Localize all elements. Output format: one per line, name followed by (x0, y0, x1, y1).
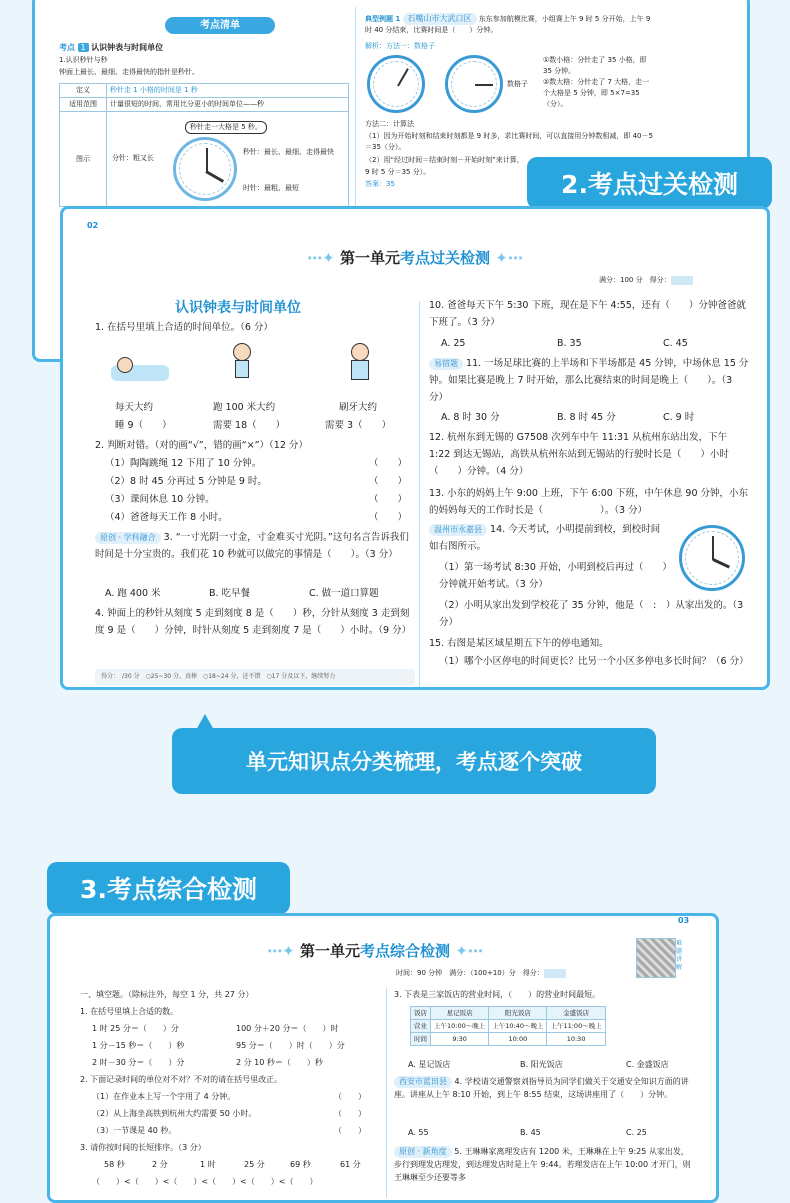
test2-card (47, 913, 719, 1203)
q10: 10. 爸爸每天下午 5:30 下班，现在是下午 4:55，还有（ ）分钟爸爸就下班了。（3 分） (429, 300, 746, 328)
q11-opt-b[interactable]: B. 8 时 45 分 (557, 412, 616, 423)
q3-opt-b[interactable]: B. 吃早餐 (209, 588, 251, 599)
ex-analysis: 解析：方法一：数格子 (365, 42, 435, 50)
t2-q3-v5: 69 秒 (290, 1160, 311, 1169)
banner-comprehensive: 3.考点综合检测 (47, 862, 290, 914)
sec1: 一、填空题。（除标注外，每空 1 分，共 27 分） (80, 990, 254, 999)
q1-item-1: 每天大约 (115, 402, 154, 413)
ex-m2a: （1）因为开始时刻和结束时刻都是 9 时多，求比赛时间，可以直接用分钟数相减，即 40－5＝35（分）。 (365, 132, 653, 151)
clock-end-icon (445, 55, 503, 113)
sub1-desc: 钟面上最长、最细、走得最快的指针是秒针。 (59, 68, 199, 76)
left-heading: 认识钟表与时间单位 (175, 300, 301, 316)
ex-m2c: 9 时 5 分＝35 分）。 (365, 168, 431, 176)
q14b: （2）小明从家出发到学校花了 35 分钟，他是（ : ）从家出发的。（3 分） (439, 600, 744, 628)
q12: 12. 杭州东到无锡的 G7508 次列车中午 11:31 从杭州东站出发，下午 1:22 到达无锡站，高铁从杭州东站到无锡站的行驶时长是（ ）小时（ ）分钟。（4 分） (429, 432, 729, 477)
t2-q1-r3a: 2 时－30 分＝（ ）分 (92, 1058, 185, 1067)
q11-opt-c[interactable]: C. 9 时 (663, 412, 695, 423)
score-bar: 得分： /30 分 ○25~30 分，真棒 ○18~24 分，还不错 ○17 分及以下，继续努力 (95, 669, 415, 685)
page-no-2: 03 (678, 916, 690, 925)
clock-diagram-icon (173, 137, 237, 201)
t2-q2-a2[interactable]: （ ） (334, 1109, 366, 1118)
t2-q1-r2a: 1 分－15 秒＝（ ）秒 (92, 1041, 185, 1050)
qr-code-icon (636, 938, 676, 978)
q2-answer-2[interactable]: （ ） (369, 476, 408, 487)
t2-q2: 2. 下面记录时间的单位对不对？不对的请在括号里改正。 (80, 1075, 283, 1084)
t2-q2-i1: （1）在作业本上写一个字用了 4 分钟。 (92, 1092, 236, 1101)
q2-item-1: （1）陶陶跳绳 12 下用了 10 分钟。 (105, 458, 262, 469)
q3: 原创 · 学科融合 3. “一寸光阴一寸金，寸金难买寸光阴。”这句名言告诉我们时间是十分宝贵的。我们花 10 秒就可以做完的事情是（ ）。（3 分） (95, 532, 409, 560)
kp-heading: 考点 1 认识钟表与时间单位 (59, 43, 164, 52)
q15: 15. 右图是某区域星期五下午的停电通知。 (429, 638, 609, 649)
running-icon (225, 343, 259, 387)
q11: 易错题 11. 一场足球比赛的上半场和下半场都是 45 分钟，中场休息 15 分钟。如果比赛是晚上 7 时开始，那么比赛结束的时间是晚上（ ）。（3 分） (429, 358, 749, 403)
restaurant-table: 饭店 星记饭店 阳光饭店 金盛饭店 营业 上午10:00～晚上 上午10:40～晚上 上午11:00～晚上 时间 9:30 10:00 10:30 (410, 1006, 606, 1046)
q1-fill-3[interactable]: 需要 3（ ） (325, 420, 392, 431)
brushing-icon (343, 343, 377, 387)
q1: 1. 在括号里填上合适的时间单位。（6 分） (95, 322, 273, 333)
r4-opt-b[interactable]: B. 45 (520, 1128, 541, 1137)
q2-item-4: （4）爸爸每天工作 8 小时。 (105, 512, 228, 523)
t2-q1-r2b: 95 分＝（ ）时（ ）分 (236, 1041, 345, 1050)
ex-m2: 方法二：计算法 (365, 120, 414, 128)
t2-q3-v4: 25 分 (244, 1160, 265, 1169)
q2-answer-3[interactable]: （ ） (369, 494, 408, 505)
t2-q1-r1b: 100 分＋20 分＝（ ）时 (236, 1024, 339, 1033)
r4-opt-c[interactable]: C. 25 (626, 1128, 647, 1137)
r3-opt-a[interactable]: A. 星记饭店 (408, 1060, 451, 1069)
q14: 温州市永嘉县 14. 今天考试，小明提前到校，到校时间如右图所示。 (429, 524, 661, 552)
q10-opt-c[interactable]: C. 45 (663, 338, 688, 349)
t2-q3: 3. 请你按时间的长短排序。（3 分） (80, 1143, 206, 1152)
r4-tag: 西安市蓝田县 (394, 1076, 452, 1088)
t2-q2-i3: （3）一节课是 40 秒。 (92, 1126, 177, 1135)
r5-tag: 原创 · 新角度 (394, 1146, 452, 1158)
t2-q1-r1a: 1 时 25 分＝（ ）分 (92, 1024, 179, 1033)
q2-item-3: （3）课间休息 10 分钟。 (105, 494, 215, 505)
fig-note: 秒针走一大格是 5 秒。 (185, 121, 267, 134)
page-no: 02 (87, 221, 99, 230)
def-table: 定义 秒针走 1 小格的时间是 1 秒 适用范围 计量很短的时间，常用比分更小的时间单位——秒 图示 (59, 83, 349, 207)
arrival-clock-icon (679, 525, 745, 591)
q11-opt-a[interactable]: A. 8 时 30 分 (441, 412, 500, 423)
sleep-icon (111, 347, 171, 385)
callout-banner: 单元知识点分类梳理，考点逐个突破 (172, 728, 656, 794)
sub1: 1.认识秒针与秒 (59, 56, 108, 64)
r3: 3. 下表是三家饭店的营业时间，（ ）的营业时间最短。 (394, 990, 601, 999)
t2-q1-r3b: 2 分 10 秒＝（ ）秒 (236, 1058, 323, 1067)
score-total: 满分：100 分 得分： (599, 275, 693, 286)
t2-q3-v1: 58 秒 (104, 1160, 125, 1169)
q4: 4. 钟面上的秒针从刻度 5 走到刻度 8 是（ ）秒，分针从刻度 3 走到刻度 9 是（ ）分钟，时针从刻度 5 走到刻度 7 是（ ）小时。（9 分） (95, 608, 412, 636)
test2-meta: 时间：90 分钟 满分：（100+10）分 得分： (396, 968, 566, 979)
ex-answer: 答案：35 (365, 180, 395, 188)
q2: 2. 判断对错。（对的画“√”，错的画“×”）（12 分） (95, 440, 308, 451)
fig-min: 分针：粗又长 (112, 154, 154, 162)
ex-m2b: （2）用“经过时间＝结束时刻－开始时刻”来计算， (365, 156, 524, 164)
r5: 原创 · 新角度 5. 王琳琳家离理发店有 1200 米，王琳琳在上午 9:25 从家出发，步行到理发店理发，到达理发店时是上午 9:44。若理发店在上午 10:00 才开门，则王琳琳至少还要等多 (394, 1147, 691, 1182)
fig-hour: 时针：最粗、最短 (243, 184, 299, 192)
q3-opt-a[interactable]: A. 跑 400 米 (105, 588, 161, 599)
test2-title: ⋯✦ 第一单元考点综合检测 ✦⋯ (267, 942, 483, 960)
q14a: （1）第一场考试 8:30 开始，小明到校后再过（ ）分钟就开始考试。（3 分） (439, 562, 672, 590)
fig-sec: 秒针：最长、最细、走得最快 (243, 148, 334, 156)
q10-opt-a[interactable]: A. 25 (441, 338, 466, 349)
r4-opt-a[interactable]: A. 55 (408, 1128, 429, 1137)
t2-q2-a3[interactable]: （ ） (334, 1126, 366, 1135)
r3-opt-b[interactable]: B. 阳光饭店 (520, 1060, 563, 1069)
q1-fill-1[interactable]: 睡 9（ ） (115, 420, 172, 431)
ex-step2: ②数大格：分针走了 7 大格，走一个大格是 5 分钟，即 5×7=35（分）。 (543, 78, 650, 108)
t2-q1: 1. 在括号里填上合适的数。 (80, 1007, 179, 1016)
q3-opt-c[interactable]: C. 做一道口算题 (309, 588, 379, 599)
example-1: 典型例题 1 石嘴山市大武口区 东东参加航模比赛，小组赛上午 9 时 5 分开始，上午 9 时 40 分结束，比赛时间是（ ）分钟。 (365, 14, 651, 34)
r4: 西安市蓝田县 4. 学校请交通警察刘指导员为同学们做关于交通安全知识方面的讲座。讲座从上午 8:10 开始，到上午 8:55 结束，这场讲座用了（ ）分钟。 (394, 1077, 689, 1099)
r3-opt-c[interactable]: C. 金盛饭店 (626, 1060, 669, 1069)
t2-q2-a1[interactable]: （ ） (334, 1092, 366, 1101)
ex-step1: ①数小格：分针走了 35 小格，即 35 分钟。 (543, 56, 647, 75)
q1-fill-2[interactable]: 需要 18（ ） (213, 420, 286, 431)
q10-opt-b[interactable]: B. 35 (557, 338, 582, 349)
t2-q2-i2: （2）从上海坐高铁到杭州大约需要 50 小时。 (92, 1109, 257, 1118)
test1-card (60, 206, 770, 690)
t2-q3-v3: 1 时 (200, 1160, 216, 1169)
t2-q3-v6: 61 分 (340, 1160, 361, 1169)
q14-tag: 温州市永嘉县 (429, 524, 487, 536)
q15a: （1）哪个小区停电的时间更长？比另一个小区多停电多长时间？（6 分） (439, 656, 749, 667)
q3-tag: 原创 · 学科融合 (95, 532, 161, 544)
q2-answer-1[interactable]: （ ） (369, 458, 408, 469)
ex-count-label: 数格子 (507, 80, 528, 88)
test1-title: ⋯✦ 第一单元考点过关检测 ✦⋯ (307, 249, 523, 267)
t2-q3-order[interactable]: （ ）<（ ）<（ ）<（ ）<（ ）<（ ） (92, 1177, 318, 1186)
q11-tag: 易错题 (429, 358, 463, 370)
q1-item-2: 跑 100 米大约 (213, 402, 276, 413)
q13: 13. 小东的妈妈上午 9:00 上班，下午 6:00 下班，中午休息 90 分钟，小东的妈妈每天的工作时长是（ ）。（3 分） (429, 488, 749, 516)
q1-item-3: 刷牙大约 (339, 402, 378, 413)
clock-start-icon (367, 55, 425, 113)
q2-item-2: （2）8 时 45 分再过 5 分钟是 9 时。 (105, 476, 267, 487)
banner-test-pass: 2.考点过关检测 (527, 157, 772, 209)
list-title-badge: 考点清单 (165, 17, 275, 34)
q2-answer-4[interactable]: （ ） (369, 512, 408, 523)
t2-q3-v2: 2 分 (152, 1160, 168, 1169)
qr-label: 难题讲解 (676, 940, 683, 971)
